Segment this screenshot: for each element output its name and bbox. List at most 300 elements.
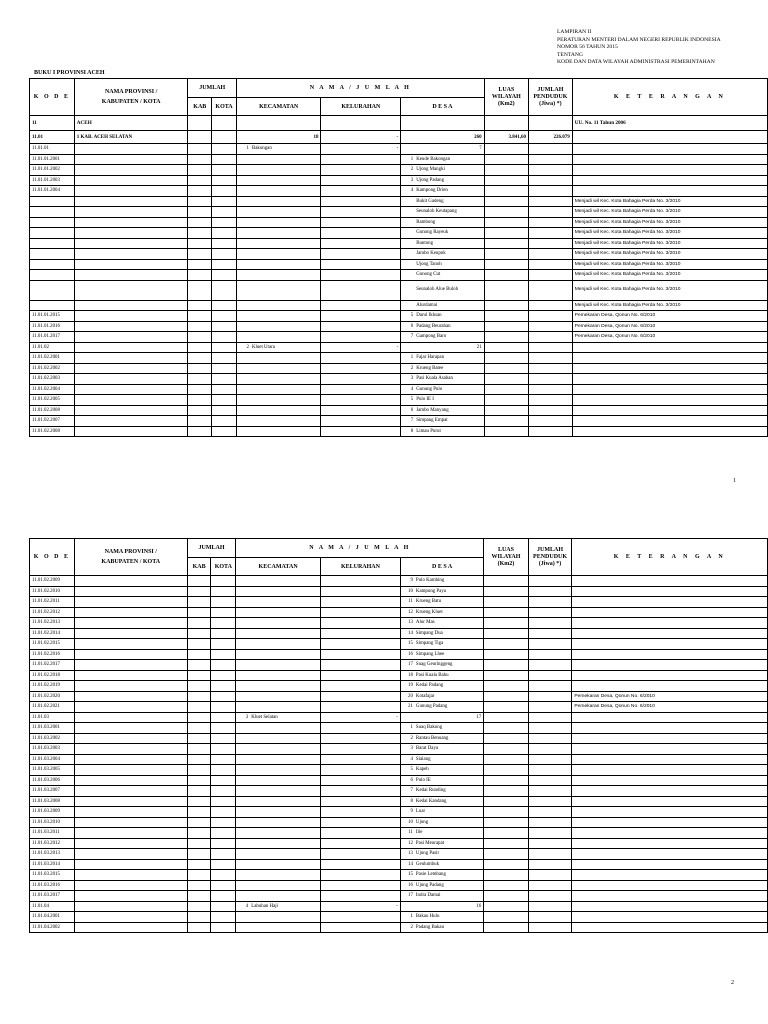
kecamatan-cell [236, 639, 321, 650]
table-row [30, 576, 768, 587]
desa-cell [401, 384, 484, 395]
desa-name: Darul Ikhsan [416, 313, 442, 318]
kode-cell [30, 228, 75, 239]
keterangan-cell [572, 628, 768, 639]
penduduk-cell [528, 754, 572, 765]
kota-cell [211, 859, 236, 870]
penduduk-cell [528, 691, 572, 702]
kelurahan-cell [320, 775, 400, 786]
desa-name: Simpang Tiga [415, 641, 444, 646]
kab-cell [187, 670, 211, 681]
nama-cell [74, 175, 188, 186]
table-row [30, 196, 768, 207]
kab-cell [188, 154, 212, 165]
kecamatan-cell [236, 249, 321, 260]
col-kode: K O D E [30, 79, 75, 116]
table-row [30, 817, 768, 828]
kota-cell [211, 786, 236, 797]
table-row [30, 586, 768, 597]
kecamatan-cell [236, 670, 321, 681]
desa-name: Bakau Hulu [415, 914, 440, 919]
desa-cell [401, 186, 484, 197]
province-row [30, 116, 768, 131]
kab-cell [188, 228, 212, 239]
nama-cell [74, 870, 187, 881]
kode-cell: 11.01.03.2005 [30, 765, 75, 776]
col-kode: K O D E [30, 539, 75, 576]
keterangan-cell: Menjadi wil Kec. Kota Bahagia Perda No. 3/2010 [572, 217, 767, 228]
kecamatan-cell [236, 207, 321, 218]
kelurahan-cell [320, 597, 400, 608]
kab-cell [187, 838, 211, 849]
kab-cell [187, 607, 211, 618]
kota-cell [212, 165, 237, 176]
kab-cell [188, 405, 212, 416]
kelurahan-cell [320, 859, 400, 870]
kota-cell [212, 342, 237, 353]
nama-cell [74, 363, 188, 374]
penduduk-cell [528, 670, 572, 681]
desa-cell [400, 765, 483, 776]
kecamatan-cell [236, 321, 321, 332]
desa-number: 1 [410, 725, 413, 730]
keterangan-cell [572, 395, 767, 406]
kecamatan-cell [236, 405, 321, 416]
kecamatan-cell [236, 712, 321, 723]
nama-cell [74, 744, 187, 755]
col-kecamatan: KECAMATAN [236, 558, 321, 576]
desa-cell [401, 249, 484, 260]
desa-cell [401, 217, 484, 228]
desa-number: 5 [410, 767, 413, 772]
luas-cell [484, 607, 528, 618]
kode-cell: 11.01.03.2009 [30, 807, 75, 818]
keterangan-cell [572, 165, 767, 176]
desa-number: 9 [410, 578, 413, 583]
luas-cell [484, 332, 528, 343]
penduduk-cell [529, 311, 573, 322]
desa-cell [400, 670, 483, 681]
kelurahan-cell: - [320, 901, 400, 912]
kab-cell [187, 849, 211, 860]
desa-name: Pasi Kuala Asahan [416, 376, 453, 381]
penduduk-cell [528, 723, 572, 734]
col-kelurahan: KELURAHAN [321, 98, 401, 116]
luas-cell [484, 859, 528, 870]
kode-cell: 11.01.02.2017 [30, 660, 75, 671]
penduduk-cell [529, 165, 573, 176]
kota-cell [211, 775, 236, 786]
luas-cell [484, 733, 528, 744]
kecamatan-cell [236, 723, 321, 734]
province-nama: ACEH [74, 116, 188, 131]
keterangan-cell [572, 576, 768, 587]
luas-cell [484, 891, 528, 902]
col-penduduk: JUMLAH PENDUDUK (Jiwa) *) [529, 79, 573, 116]
page-number: 1 [733, 478, 736, 484]
kecamatan-cell [236, 849, 321, 860]
table-row [30, 374, 768, 385]
desa-cell [401, 363, 484, 374]
penduduk-cell [529, 374, 573, 385]
kecamatan-cell [236, 607, 321, 618]
penduduk-cell [528, 712, 572, 723]
desa-number: 12 [408, 840, 413, 846]
luas-cell [484, 280, 528, 300]
penduduk-cell [529, 228, 573, 239]
desa-name: Suaq Bakong [415, 725, 443, 730]
desa-number: 13 [408, 620, 413, 625]
kecamatan-cell [236, 270, 321, 281]
penduduk-cell [528, 733, 572, 744]
penduduk-cell [528, 628, 572, 639]
kota-cell [211, 639, 236, 650]
luas-cell [484, 270, 528, 281]
desa-name: Ujong Padang [416, 177, 445, 183]
keterangan-cell: Pemekaran Desa, Qonun No. 6/2010 [572, 691, 768, 702]
kab-cell [187, 660, 211, 671]
kode-cell: 11.01.02.2014 [30, 628, 75, 639]
keterangan-cell [572, 353, 767, 364]
kode-cell: 11.01.01.2002 [30, 165, 75, 176]
kelurahan-cell [321, 196, 401, 207]
table-row [30, 849, 768, 860]
kecamatan-cell [236, 353, 321, 364]
keterangan-cell: Pemekaran Desa, Qonun No. 6/2010 [572, 321, 767, 332]
table-row [30, 670, 768, 681]
desa-name: Gunong Rayeuk [416, 230, 449, 235]
kode-cell [30, 238, 75, 249]
kecamatan-cell [236, 859, 321, 870]
keterangan-cell [572, 670, 768, 681]
desa-number: 21 [408, 704, 413, 709]
col-desa: D E S A [400, 558, 483, 576]
kab-cell [188, 374, 212, 385]
kode-cell: 11.01.02.2004 [30, 384, 75, 395]
col-kab: KAB [187, 558, 211, 576]
kota-cell [212, 405, 237, 416]
desa-number: 2 [410, 365, 414, 371]
luas-cell [484, 639, 528, 650]
kelurahan-cell [321, 280, 401, 300]
nama-cell [74, 249, 188, 260]
desa-name: Geulumbuk [415, 861, 440, 867]
keterangan-cell [572, 723, 768, 734]
kab-kode: 11.01 [30, 131, 75, 144]
penduduk-cell [529, 280, 573, 300]
desa-cell [400, 702, 483, 713]
kelurahan-cell [320, 870, 400, 881]
desa-number: 15 [408, 641, 413, 646]
kelurahan-cell [321, 217, 401, 228]
kecamatan-cell [236, 597, 321, 608]
keterangan-cell [572, 807, 768, 818]
kelurahan-cell [320, 576, 400, 587]
desa-name: Krueng Kluet [415, 609, 443, 615]
desa-number: 13 [408, 851, 413, 856]
keterangan-cell [572, 922, 768, 933]
penduduk-cell [528, 576, 572, 587]
desa-name: Alur Mas [415, 620, 435, 625]
desa-name: Jambo Manyang [416, 407, 449, 413]
kota-cell [212, 374, 237, 385]
kelurahan-cell: - [321, 342, 401, 353]
keterangan-cell [572, 828, 768, 839]
kode-cell: 11.01.03.2003 [30, 744, 75, 755]
table-row [30, 217, 768, 228]
kab-cell [188, 207, 212, 218]
keterangan-cell: Menjadi wil Kec. Kota Bahagia Perda No. 3/2010 [572, 228, 767, 239]
kelurahan-cell [320, 628, 400, 639]
table-row [30, 154, 768, 165]
kecamatan-cell [236, 660, 321, 671]
keterangan-cell [572, 144, 767, 155]
desa-cell [401, 342, 484, 353]
page-number: 2 [731, 980, 734, 986]
kecamatan-cell [236, 681, 321, 692]
kelurahan-cell [321, 374, 401, 385]
desa-cell [401, 311, 484, 322]
penduduk-cell [529, 353, 573, 364]
kecamatan-cell [236, 807, 321, 818]
desa-number: 17 [408, 662, 413, 667]
kab-cell [188, 249, 212, 260]
desa-cell [400, 660, 483, 671]
kode-cell: 11.01.03.2013 [30, 849, 75, 860]
kab-cell [188, 353, 212, 364]
kelurahan-cell [321, 175, 401, 186]
nama-cell [74, 849, 187, 860]
kode-cell: 11.01.02.2011 [30, 597, 75, 608]
kab-cell [187, 807, 211, 818]
desa-cell [401, 300, 484, 311]
desa-cell [401, 144, 484, 155]
kab-cell [188, 321, 212, 332]
luas-cell [484, 870, 528, 881]
desa-name: Simpang Lhee [415, 651, 445, 657]
col-kota: KOTA [211, 558, 236, 576]
col-kab: KAB [188, 98, 212, 116]
table-row [30, 660, 768, 671]
kecamatan-number: 2 [246, 344, 249, 350]
col-luas: LUAS WILAYAH (Km2) [484, 539, 528, 576]
kecamatan-cell [236, 144, 321, 155]
keterangan-cell [572, 817, 768, 828]
desa-cell [401, 426, 484, 437]
penduduk-cell [528, 607, 572, 618]
lampiran-line: LAMPIRAN II [557, 29, 592, 35]
kab-cell [187, 870, 211, 881]
nama-cell [74, 207, 188, 218]
col-kelurahan: KELURAHAN [320, 558, 400, 576]
desa-cell [400, 891, 483, 902]
luas-cell [484, 259, 528, 270]
nama-cell [74, 259, 188, 270]
kelurahan-cell [320, 765, 400, 776]
desa-cell [400, 618, 483, 629]
penduduk-cell [528, 828, 572, 839]
nama-cell [74, 880, 187, 891]
kelurahan-cell [320, 586, 400, 597]
keterangan-cell [572, 405, 767, 416]
desa-number: 11 [408, 830, 413, 835]
desa-name: Barat Daya [415, 746, 439, 751]
table-row [30, 754, 768, 765]
table-row [30, 238, 768, 249]
col-kota: KOTA [212, 98, 237, 116]
kode-cell [30, 249, 75, 260]
desa-name: Luar [415, 809, 426, 814]
table-row [30, 723, 768, 734]
penduduk-cell [529, 270, 573, 281]
table-row [30, 838, 768, 849]
nama-cell [74, 384, 188, 395]
desa-number: 3 [410, 746, 413, 751]
desa-number: 18 [408, 672, 413, 678]
kota-cell [211, 891, 236, 902]
kecamatan-row [30, 342, 768, 353]
desa-cell [400, 639, 483, 650]
col-luas: LUAS WILAYAH (Km2) [484, 79, 528, 116]
table-row [30, 691, 768, 702]
desa-cell [401, 270, 484, 281]
penduduk-cell [529, 416, 573, 427]
desa-cell [400, 649, 483, 660]
kota-cell [211, 880, 236, 891]
table-row [30, 249, 768, 260]
desa-cell [401, 238, 484, 249]
desa-cell [400, 828, 483, 839]
kecamatan-cell [236, 426, 321, 437]
keterangan-cell: Menjadi wil Kec. Kota Bahagia Perda No. 3/2010 [572, 280, 767, 300]
desa-cell [400, 733, 483, 744]
luas-cell [484, 586, 528, 597]
penduduk-cell [529, 363, 573, 374]
nama-cell [74, 270, 188, 281]
table-row [30, 395, 768, 406]
nama-cell [74, 353, 188, 364]
luas-cell [484, 321, 528, 332]
kecamatan-cell [236, 702, 321, 713]
kecamatan-cell [236, 416, 321, 427]
kab-cell [187, 702, 211, 713]
keterangan-cell [572, 838, 768, 849]
kelurahan-cell [320, 733, 400, 744]
penduduk-cell [528, 660, 572, 671]
penduduk-cell [528, 859, 572, 870]
penduduk-cell [529, 175, 573, 186]
nama-cell [74, 628, 187, 639]
desa-name: Seunaloh Alue Buloh [416, 287, 459, 292]
kecamatan-cell [236, 186, 321, 197]
kota-cell [212, 259, 237, 270]
desa-cell [401, 405, 484, 416]
keterangan-cell [572, 607, 768, 618]
keterangan-cell [572, 342, 767, 353]
kelurahan-cell [320, 618, 400, 629]
kode-cell [30, 270, 75, 281]
desa-name: Ilie [415, 830, 423, 835]
desa-name: Gunung Padang [415, 704, 448, 709]
nama-cell [74, 922, 187, 933]
kecamatan-cell [236, 733, 321, 744]
kode-cell: 11.01.03.2014 [30, 859, 75, 870]
kota-cell [211, 754, 236, 765]
table-row [30, 321, 768, 332]
nama-cell [74, 586, 187, 597]
desa-number: 12 [408, 609, 413, 615]
lampiran-line: KODE DAN DATA WILAYAH ADMINISTRASI PEMERINTAHAN [557, 59, 715, 66]
kota-cell [212, 238, 237, 249]
luas-cell [484, 597, 528, 608]
kab-cell [188, 332, 212, 343]
luas-cell [484, 144, 528, 155]
table-row [30, 416, 768, 427]
nama-cell [74, 765, 187, 776]
penduduk-cell [528, 838, 572, 849]
kota-cell [212, 144, 237, 155]
penduduk-cell [528, 702, 572, 713]
keterangan-cell [572, 586, 768, 597]
desa-number: 19 [408, 683, 413, 688]
keterangan-cell [572, 754, 768, 765]
table-row [30, 207, 768, 218]
nama-cell [74, 712, 187, 723]
kecamatan-cell [236, 363, 321, 374]
kelurahan-cell [320, 849, 400, 860]
kode-cell: 11.01.02.2013 [30, 618, 75, 629]
nama-cell [74, 891, 187, 902]
luas-cell [484, 165, 528, 176]
desa-cell [401, 165, 484, 176]
desa-name: Ujung Padang [415, 882, 444, 888]
kecamatan-cell [236, 828, 321, 839]
kota-cell [212, 384, 237, 395]
desa-cell [400, 901, 483, 912]
luas-cell [484, 154, 528, 165]
desa-cell [401, 207, 484, 218]
table-row [30, 828, 768, 839]
kota-cell [212, 395, 237, 406]
keterangan-cell [572, 649, 768, 660]
kota-cell [211, 828, 236, 839]
table-row [30, 353, 768, 364]
kab-kecamatan-count: 18 [236, 131, 321, 144]
table-row [30, 186, 768, 197]
kab-cell [187, 649, 211, 660]
nama-cell [74, 775, 187, 786]
kelurahan-cell [320, 660, 400, 671]
keterangan-cell [572, 154, 767, 165]
luas-cell [484, 207, 528, 218]
luas-cell [484, 744, 528, 755]
desa-number: 17 [408, 893, 413, 898]
kode-cell: 11.01.02.2021 [30, 702, 75, 713]
kelurahan-cell: - [320, 712, 400, 723]
kota-cell [212, 280, 237, 300]
desa-cell [400, 691, 483, 702]
nama-cell [74, 342, 188, 353]
luas-cell [484, 681, 528, 692]
desa-number: 7 [410, 418, 414, 423]
desa-number: 15 [408, 872, 413, 877]
kota-cell [212, 207, 237, 218]
kab-nama: 1 KAB. ACEH SELATAN [74, 131, 188, 144]
desa-number: 9 [410, 809, 413, 814]
desa-name: Gunong Cut [416, 272, 441, 277]
kecamatan-name: Kluet Selatan [251, 714, 278, 720]
penduduk-cell [528, 639, 572, 650]
